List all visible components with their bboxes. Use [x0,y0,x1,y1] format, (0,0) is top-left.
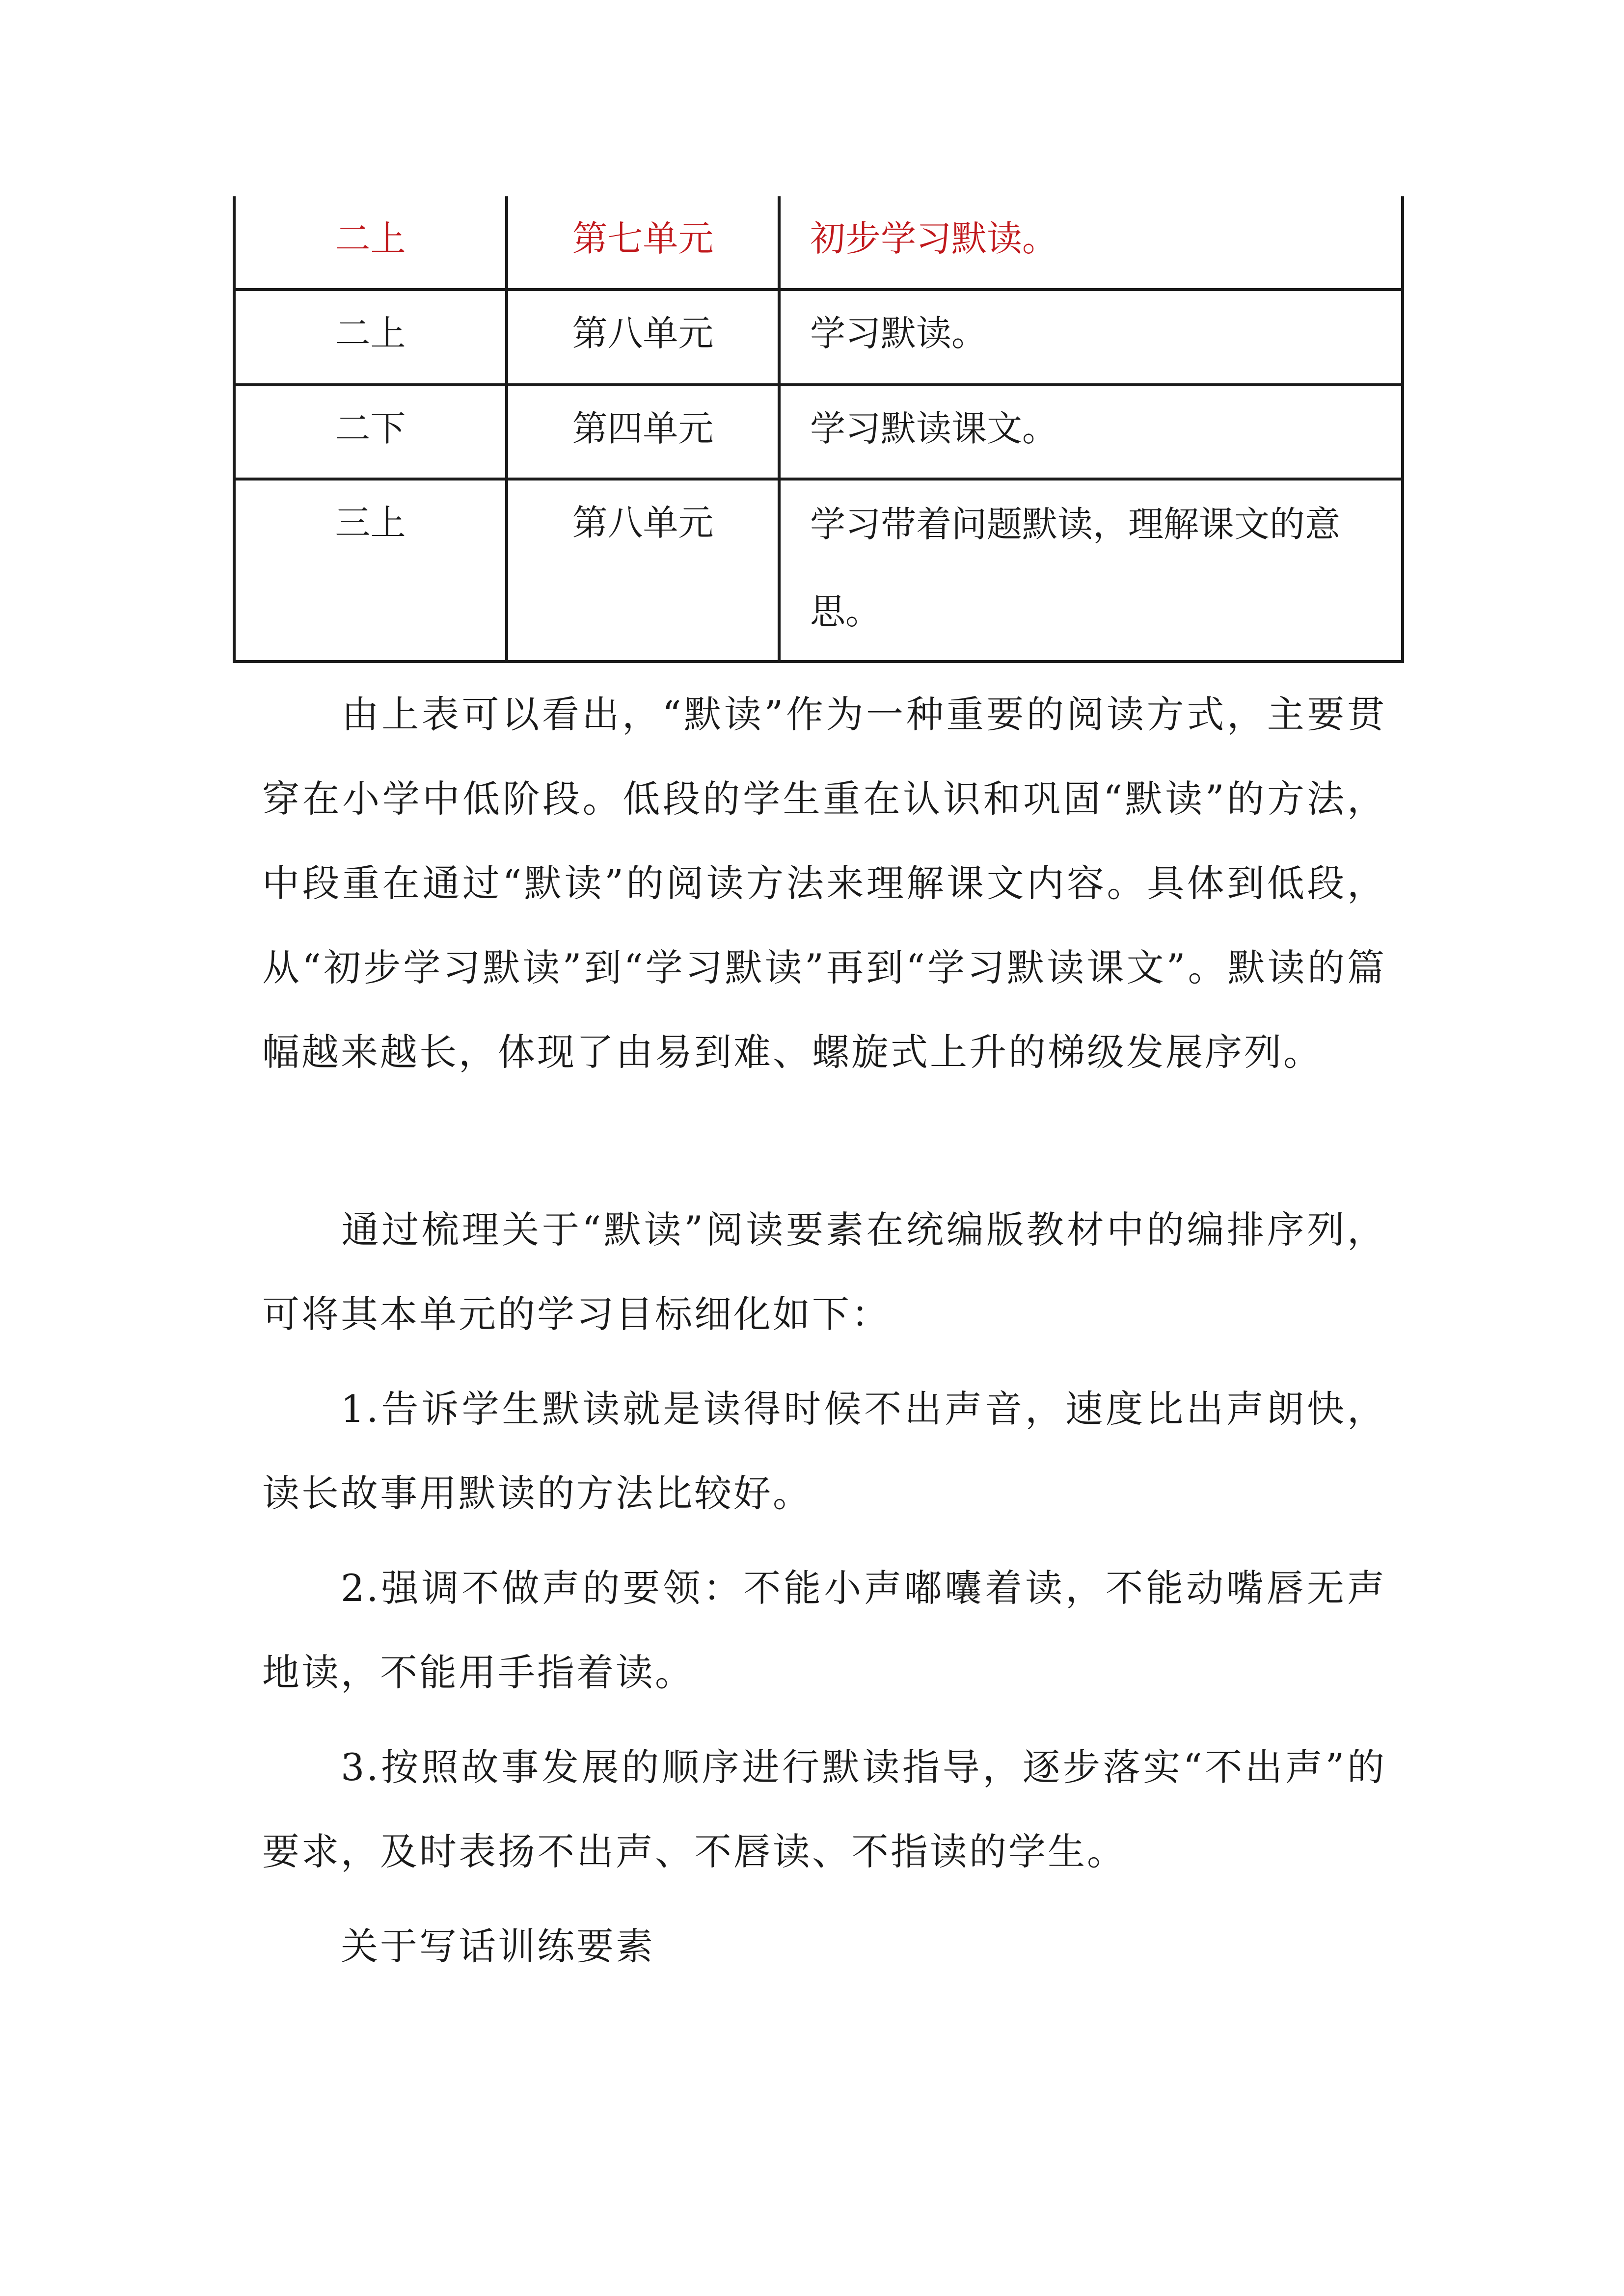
sequence-text: 通过梳理关于“默读”阅读要素在统编版教材中的编排序列，可将其本单元的学习目标细化如下： [262,1208,1386,1336]
table-row [234,385,1403,479]
section-heading-text: 关于写话训练要素 [341,1924,655,1968]
sequence-paragraph [262,1188,1386,1357]
summary-text: 由上表可以看出，“默读”作为一种重要的阅读方式，主要贯穿在小学中低阶段。低段的学生重在认识和巩固“默读”的方法，中段重在通过“默读”的阅读方法来理解课文内容。具体到低段，从“初步学习默读”到“学习默读”再到“学习默读课文”。默读的篇幅越来越长，体现了由易到难、螺旋式上升的梯级发展序列。 [262,693,1386,1074]
goal-item-3 [262,1725,1386,1894]
goal-cell: 学习带着问题默读，理解课文的意思。 [779,479,1403,662]
unit-cell: 第八单元 [507,479,779,662]
table-row [234,479,1403,662]
unit-cell: 第七单元 [507,196,779,290]
summary-paragraph [262,672,1386,1095]
grade-cell: 三上 [234,479,507,662]
reading-element-table [233,196,1404,663]
goal-cell: 初步学习默读。 [779,196,1403,290]
table-row [234,196,1403,290]
grade-cell: 二上 [234,196,507,290]
goal-item-1-text: 1.告诉学生默读就是读得时候不出声音，速度比出声朗快，读长故事用默读的方法比较好。 [262,1387,1386,1515]
section-heading [262,1904,1386,1989]
grade-cell: 二上 [234,290,507,385]
grade-cell: 二下 [234,385,507,479]
goal-item-1 [262,1367,1386,1536]
table-row [234,290,1403,385]
goal-item-3-text: 3.按照故事发展的顺序进行默读指导，逐步落实“不出声”的要求，及时表扬不出声、不唇读、不指读的学生。 [262,1745,1386,1873]
unit-cell: 第四单元 [507,385,779,479]
goal-cell: 学习默读课文。 [779,385,1403,479]
goal-item-2 [262,1546,1386,1715]
goal-item-2-text: 2.强调不做声的要领：不能小声嘟囔着读，不能动嘴唇无声地读，不能用手指着读。 [262,1566,1386,1694]
goal-cell: 学习默读。 [779,290,1403,385]
unit-cell: 第八单元 [507,290,779,385]
